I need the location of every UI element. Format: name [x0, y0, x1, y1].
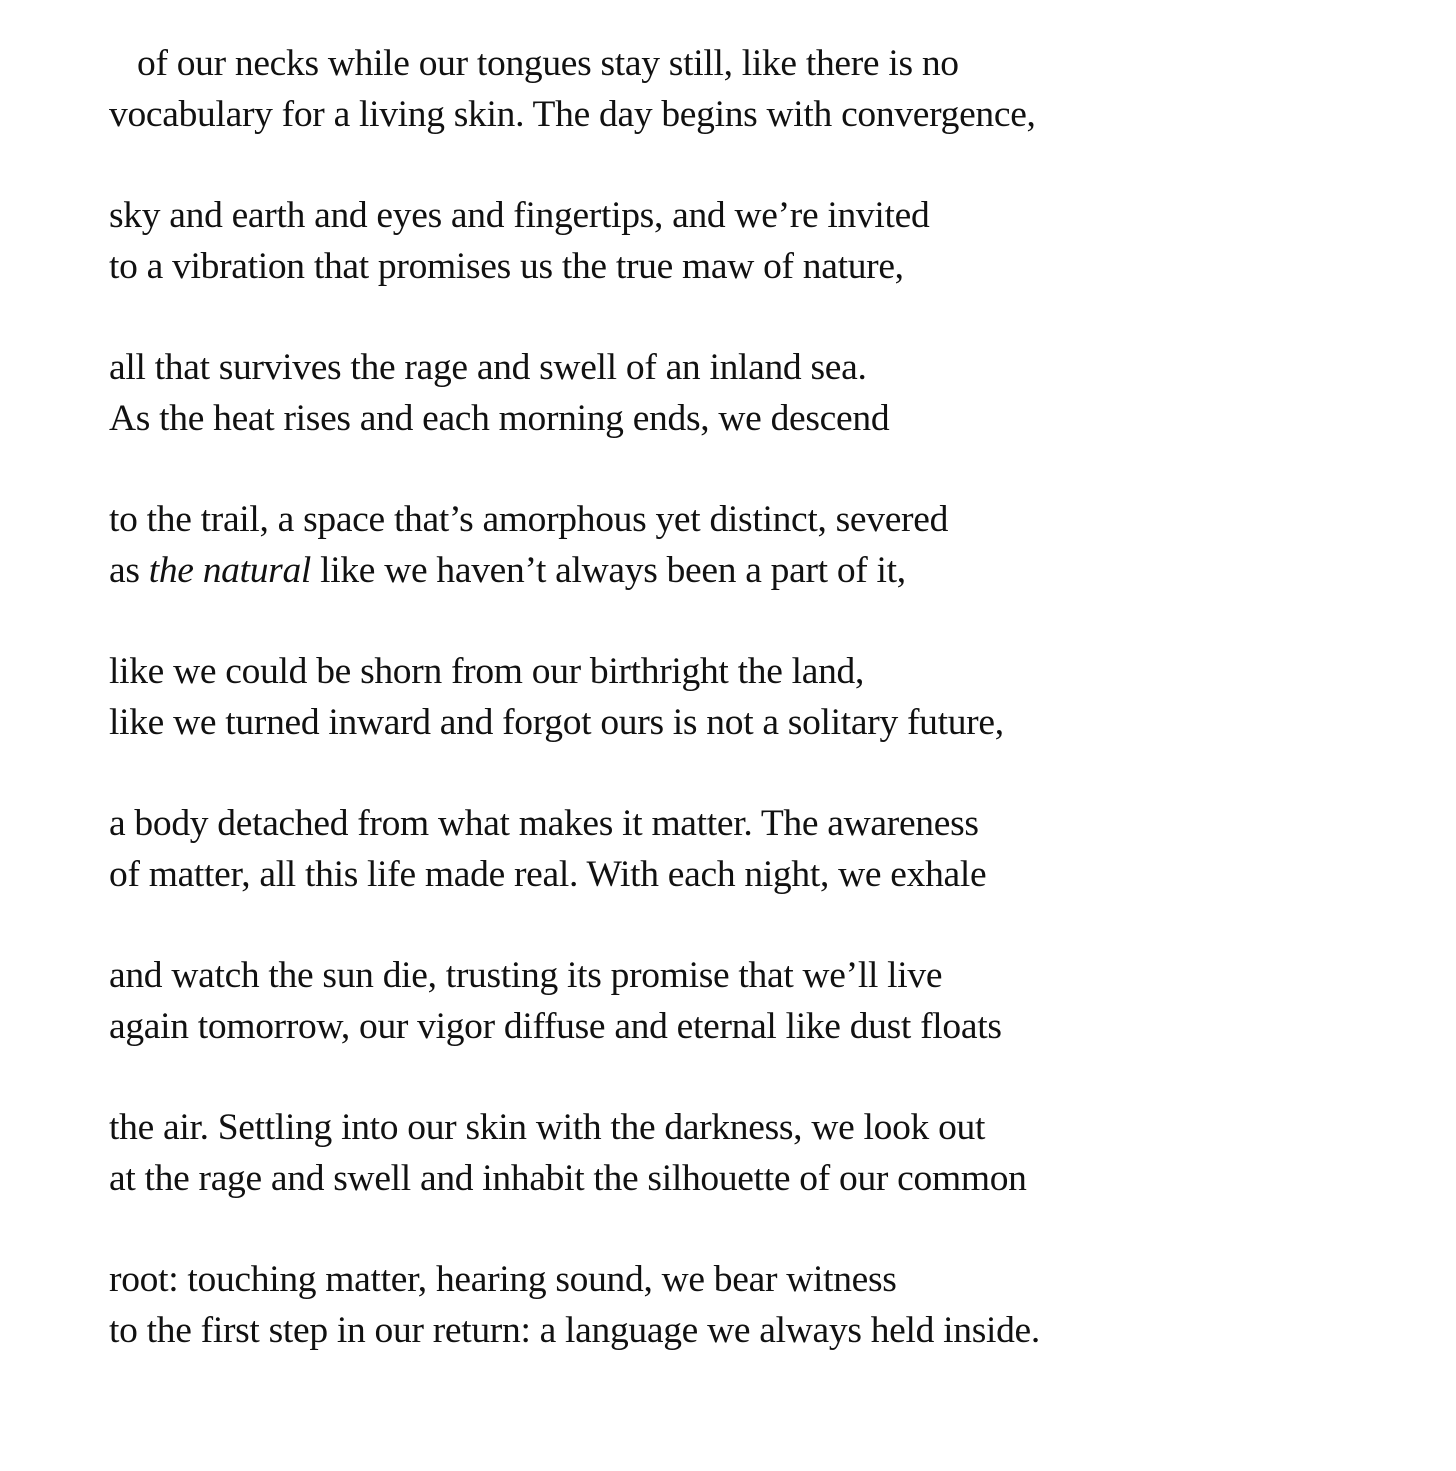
poem-body: [109, 38, 1429, 1406]
poem-line: the air. Settling into our skin with the darkness, we look out: [109, 1107, 986, 1148]
poem-line: to the first step in our return: a language we always held inside.: [109, 1310, 1040, 1351]
poem-line: like we turned inward and forgot ours is not a solitary future,: [109, 702, 1004, 743]
poem-line: a body detached from what makes it matter. The awareness: [109, 803, 979, 844]
stanza-5: [109, 646, 1429, 748]
poem-line: of matter, all this life made real. With each night, we exhale: [109, 854, 987, 895]
stanza-2: [109, 190, 1429, 292]
poem-line: at the rage and swell and inhabit the silhouette of our common: [109, 1158, 1027, 1199]
line-prefix: as: [109, 550, 149, 591]
stanza-8: [109, 1102, 1429, 1204]
stanza-7: [109, 950, 1429, 1052]
line-suffix: like we haven’t always been a part of it,: [311, 550, 906, 591]
poem-line: to a vibration that promises us the true maw of nature,: [109, 246, 904, 287]
poem-line: vocabulary for a living skin. The day begins with convergence,: [109, 94, 1036, 135]
stanza-6: [109, 798, 1429, 900]
poem-line: like we could be shorn from our birthright the land,: [109, 651, 865, 692]
poem-line: all that survives the rage and swell of an inland sea.: [109, 347, 867, 388]
poem-line: As the heat rises and each morning ends, we descend: [109, 398, 890, 439]
poem-line: again tomorrow, our vigor diffuse and eternal like dust floats: [109, 1006, 1002, 1047]
stanza-3: [109, 342, 1429, 444]
poem-line: sky and earth and eyes and fingertips, and we’re invited: [109, 195, 930, 236]
poem-line-with-italic: [109, 545, 1429, 596]
stanza-1: [109, 38, 1429, 140]
poem-line: and watch the sun die, trusting its promise that we’ll live: [109, 955, 943, 996]
italic-phrase: the natural: [148, 550, 312, 591]
poem-line: of our necks while our tongues stay still, like there is no: [137, 43, 959, 84]
stanza-4: [109, 494, 1429, 596]
poem-line: to the trail, a space that’s amorphous yet distinct, severed: [109, 499, 949, 540]
poem-line: root: touching matter, hearing sound, we bear witness: [109, 1259, 897, 1300]
stanza-9: [109, 1254, 1429, 1356]
